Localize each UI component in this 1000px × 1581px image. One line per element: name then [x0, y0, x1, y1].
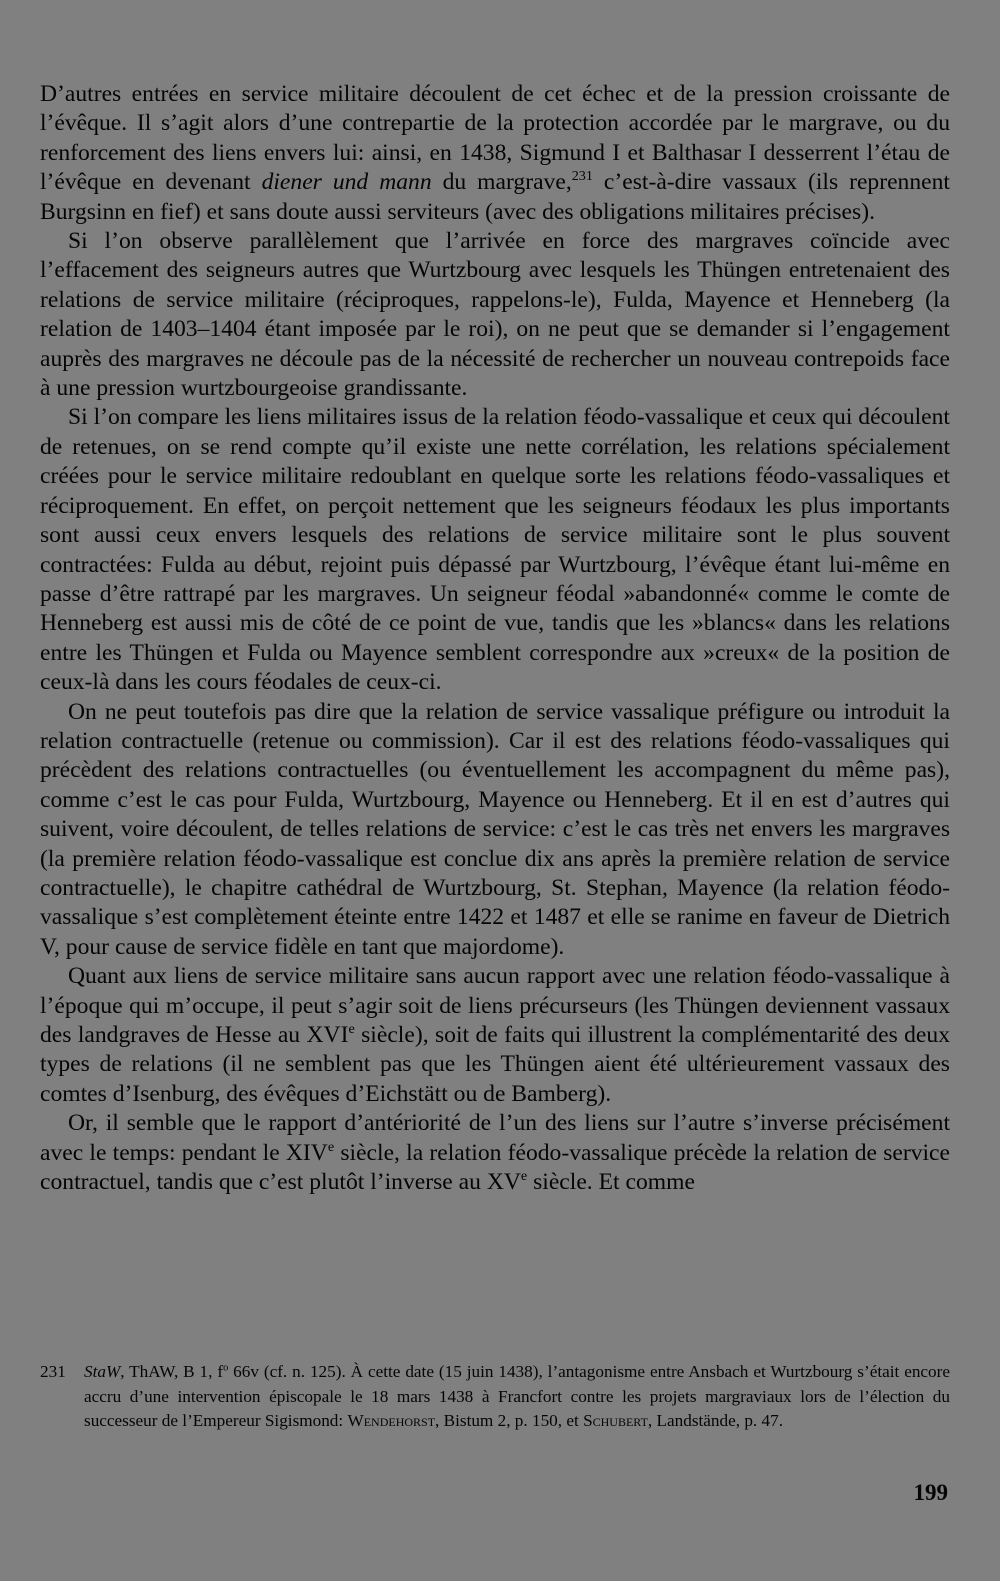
- footnote-text: [84, 1360, 950, 1434]
- superscript: e: [520, 1167, 528, 1184]
- main-text: [40, 80, 950, 1197]
- paragraph-5: [40, 962, 950, 1109]
- paragraph-4: On ne peut toutefois pas dire que la relation de service vassalique préfigure ou introduit la relation contractuelle (retenue ou commission). Car il est des relations féodo-vassaliques qui précèdent des relations contractuelles (ou éventuellement les accompagnent du même pas), comme c’est le cas pour Fulda, Wurtzbourg, Mayence ou Henneberg. Et il en est d’autres qui suivent, voire découlent, de telles relations de service: c’est le cas très net envers les margraves (la première relation féodo-vassalique est conclue dix ans après la première relation de service contractuelle), le chapitre cathédral de Wurtzbourg, St. Stephan, Mayence (la relation féodo-vassalique s’est complètement éteinte entre 1422 et 1487 et elle se ranime en faveur de Dietrich V, pour cause de service fidèle en tant que majordome).: [40, 698, 950, 960]
- page-body: [40, 80, 950, 1197]
- paragraph-1: [40, 80, 950, 227]
- superscript: e: [327, 1138, 335, 1155]
- text-segment: siècle. Et comme: [527, 1169, 695, 1196]
- text-segment: siècle), soit de faits qui illustrent la complémentarité des deux types de relations (il ne semblent pas que les Thüngen aient été ultérieurement vassaux des comtes d’Isenburg, des évêques d’Eichstätt ou de Bamberg).: [40, 1022, 950, 1107]
- author-name: Schubert: [583, 1411, 648, 1430]
- footnote-number: 231: [40, 1362, 66, 1381]
- superscript: e: [348, 1020, 355, 1037]
- italic-phrase: diener und mann: [261, 169, 432, 196]
- text-segment: Or, il semble que le rapport d’antériorité de l’un des liens sur l’autre s’inverse précisément avec le temps: pendant le XIV: [40, 1110, 950, 1166]
- paragraph-2: Si l’on observe parallèlement que l’arrivée en force des margraves coïncide avec l’effacement des seigneurs autres que Wurtzbourg avec lesquels les Thüngen entretenaient des relations de service militaire (réciproques, rappelons-le), Fulda, Mayence et Henneberg (la relation de 1403–1404 étant imposée par le roi), on ne peut que se demander si l’engagement auprès des margraves ne découle pas de la nécessité de rechercher un nouveau contrepoids face à une pression wurtzbourgeoise grandissante.: [40, 228, 950, 402]
- page-number: 199: [913, 1480, 948, 1505]
- text-segment: Quant aux liens de service militaire sans aucun rapport avec une relation féodo-vassalique à l’époque qui m’occupe, il peut s’agir soit de liens précurseurs (les Thüngen deviennent vassaux des landgraves de Hesse au XVI: [40, 963, 950, 1048]
- text-segment: c’est-à-dire vassaux (ils reprennent Burgsinn en fief) et sans doute aussi serviteurs (avec des obligations militaires précises).: [40, 169, 950, 225]
- footnote-reference[interactable]: 231: [571, 168, 593, 185]
- author-name: Wendehorst: [347, 1411, 436, 1430]
- text-segment: D’autres entrées en service militaire découlent de cet échec et de la pression croissante de l’évêque. Il s’agit alors d’une contrepartie de la protection accordée par le margrave, ou du renforcement des liens envers lui: ainsi, en 1438, Sigmund I et Balthasar I desserrent l’étau de l’évêque en devenant: [40, 81, 950, 196]
- text-segment: , Landstände, p. 47.: [647, 1411, 783, 1430]
- footnote-231: [40, 1360, 950, 1434]
- footnotes: [40, 1360, 950, 1434]
- text-segment: 66v (cf. n. 125). À cette date (15 juin 1438), l’antagonisme entre Ansbach et Wurtzbourg s’était encore accru d’une intervention épiscopale le 18 mars 1438 à Francfort contre les projets margraviaux lors de l’élection du successeur de l’Empereur Sigismond:: [84, 1362, 950, 1430]
- paragraph-6: [40, 1109, 950, 1197]
- text-segment: , Bistum 2, p. 150, et: [435, 1411, 584, 1430]
- text-segment: du margrave,: [431, 169, 572, 196]
- superscript: o: [223, 1362, 229, 1374]
- text-segment: siècle, la relation féodo-vassalique précède la relation de service contractuel, tandis que c’est plutôt l’inverse au XV: [40, 1139, 951, 1196]
- text-segment: , ThAW, B 1, f: [120, 1362, 224, 1381]
- italic-abbreviation: StaW: [84, 1362, 121, 1381]
- paragraph-3: Si l’on compare les liens militaires issus de la relation féodo-vassalique et ceux qui découlent de retenues, on se rend compte qu’il existe une nette corrélation, les relations spécialement créées pour le service militaire redoublant en quelque sorte les relations féodo-vassaliques et réciproquement. En effet, on perçoit nettement que les seigneurs féodaux les plus importants sont aussi ceux envers lesquels des relations de service militaire sont le plus souvent contractées: Fulda au début, rejoint puis dépassé par Wurtzbourg, l’évêque étant lui-même en passe d’être rattrapé par les margraves. Un seigneur féodal »abandonné« comme le comte de Henneberg est aussi mis de côté de ce point de vue, tandis que les »blancs« dans les relations entre les Thüngen et Fulda ou Mayence semblent correspondre aux »creux« de la position de ceux-là dans les cours féodales de ceux-ci.: [40, 404, 950, 696]
